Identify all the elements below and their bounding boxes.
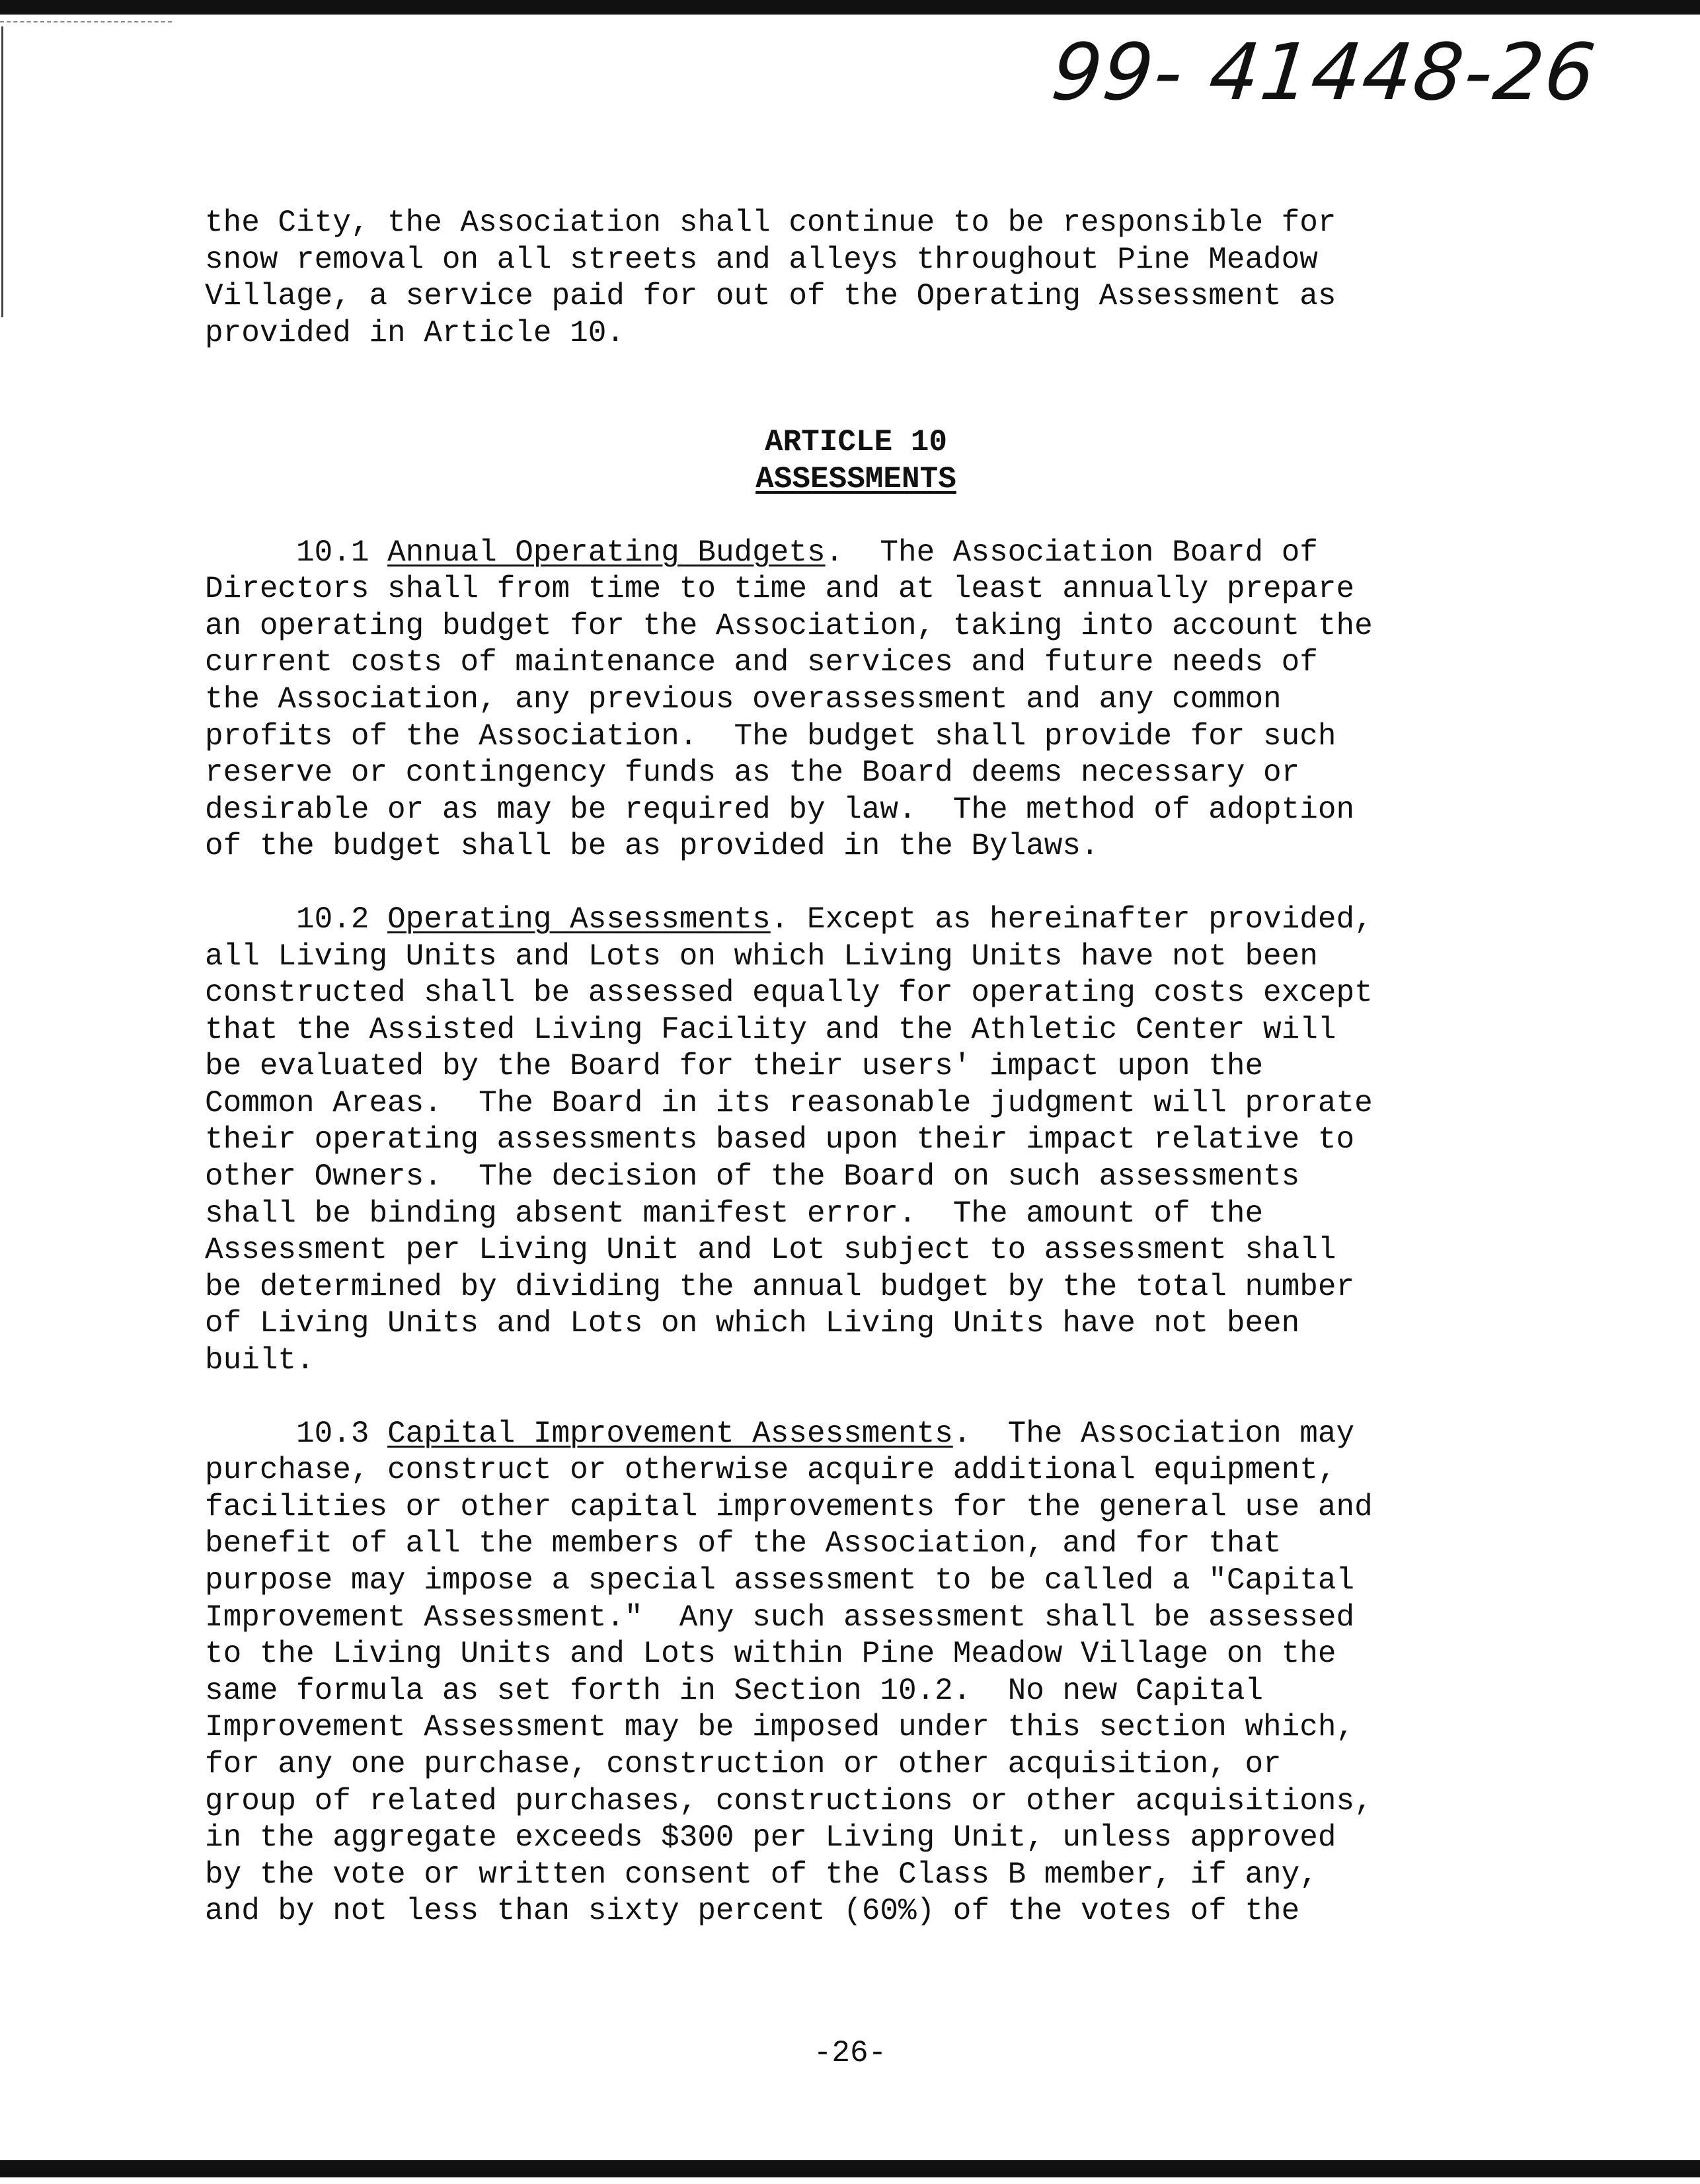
text-line: all Living Units and Lots on which Living Units have not been [205,939,1318,974]
section-heading: Annual Operating Budgets [387,535,826,570]
text-line: reserve or contingency funds as the Board deems necessary or [205,756,1300,791]
text-line: Directors shall from time to time and at least annually prepare [205,572,1355,607]
text-line: Common Areas. The Board in its reasonable judgment will prorate [205,1085,1373,1120]
text-line: current costs of maintenance and services and future needs of [205,645,1318,680]
text-line: be determined by dividing the annual budget by the total number [205,1269,1355,1304]
text-line: built. [205,1343,315,1378]
text-line: to the Living Units and Lots within Pine Meadow Village on the [205,1637,1336,1672]
text-line: constructed shall be assessed equally for operating costs except [205,976,1373,1011]
section-number: 10.3 [296,1416,369,1451]
text-line: of the budget shall be as provided in the Bylaws. [205,829,1099,864]
text-line: other Owners. The decision of the Board on such assessments [205,1159,1300,1194]
scan-border-bottom [0,2160,1700,2177]
section-first-line [205,1416,1527,1453]
section-first-line-rest: . The Association Board of [825,535,1318,570]
section-number: 10.1 [296,535,369,570]
text-line: facilities or other capital improvements for the general use and [205,1489,1373,1524]
page-number: -26- [813,2036,887,2070]
intro-paragraph [205,205,1527,352]
section-10-1 [205,535,1527,865]
text-line: Village, a service paid for out of the Operating Assessment as [205,279,1336,314]
text-line: shall be binding absent manifest error. The amount of the [205,1196,1264,1231]
article-title: ASSESSMENTS [755,461,956,496]
text-line: the City, the Association shall continue to be responsible for [205,206,1336,240]
text-line: their operating assessments based upon their impact relative to [205,1122,1355,1157]
text-line: of Living Units and Lots on which Living Units have not been [205,1306,1300,1341]
text-line: Assessment per Living Unit and Lot subject to assessment shall [205,1233,1336,1268]
text-line: same formula as set forth in Section 10.2. No new Capital [205,1673,1264,1708]
text-line: by the vote or written consent of the Class B member, if any, [205,1857,1318,1892]
section-10-2 [205,902,1527,1380]
section-number: 10.2 [296,902,369,937]
section-first-line-rest: . Except as hereinafter provided, [770,902,1373,937]
text-line: be evaluated by the Board for their users' impact upon the [205,1049,1264,1084]
text-line: benefit of all the members of the Association, and for that [205,1526,1282,1561]
section-10-3 [205,1416,1527,1930]
text-line: an operating budget for the Association, taking into account the [205,608,1373,643]
scan-border-top [0,0,1700,15]
text-line: and by not less than sixty percent (60%) of the votes of the [205,1894,1300,1929]
section-first-line [205,535,1527,572]
text-line: the Association, any previous overassessment and any common [205,682,1282,717]
scan-border-left [1,26,3,317]
text-line: profits of the Association. The budget shall provide for such [205,719,1336,754]
text-line: provided in Article 10. [205,315,625,350]
text-line: group of related purchases, constructions or other acquisitions, [205,1783,1373,1818]
text-line: purpose may impose a special assessment to be called a "Capital [205,1563,1355,1598]
scan-edge-dash [0,21,172,24]
text-line: that the Assisted Living Facility and the Athletic Center will [205,1012,1336,1047]
section-first-line [205,902,1527,939]
text-line: Improvement Assessment may be imposed under this section which, [205,1710,1355,1745]
text-line: purchase, construct or otherwise acquire additional equipment, [205,1453,1336,1488]
handwritten-document-number: 99- 41448-26 [1047,26,1601,118]
text-line: in the aggregate exceeds $300 per Living Unit, unless approved [205,1820,1336,1855]
text-line: Improvement Assessment." Any such assessment shall be assessed [205,1600,1355,1635]
text-line: desirable or as may be required by law. The method of adoption [205,792,1355,827]
section-first-line-rest: . The Association may [952,1416,1355,1451]
document-body [205,205,1527,1930]
section-heading: Operating Assessments [387,902,771,937]
section-heading: Capital Improvement Assessments [387,1416,953,1451]
text-line: for any one purchase, construction or other acquisition, or [205,1746,1282,1781]
article-number: ARTICLE 10 [764,425,948,460]
text-line: snow removal on all streets and alleys throughout Pine Meadow [205,242,1318,277]
article-heading [205,424,1507,498]
